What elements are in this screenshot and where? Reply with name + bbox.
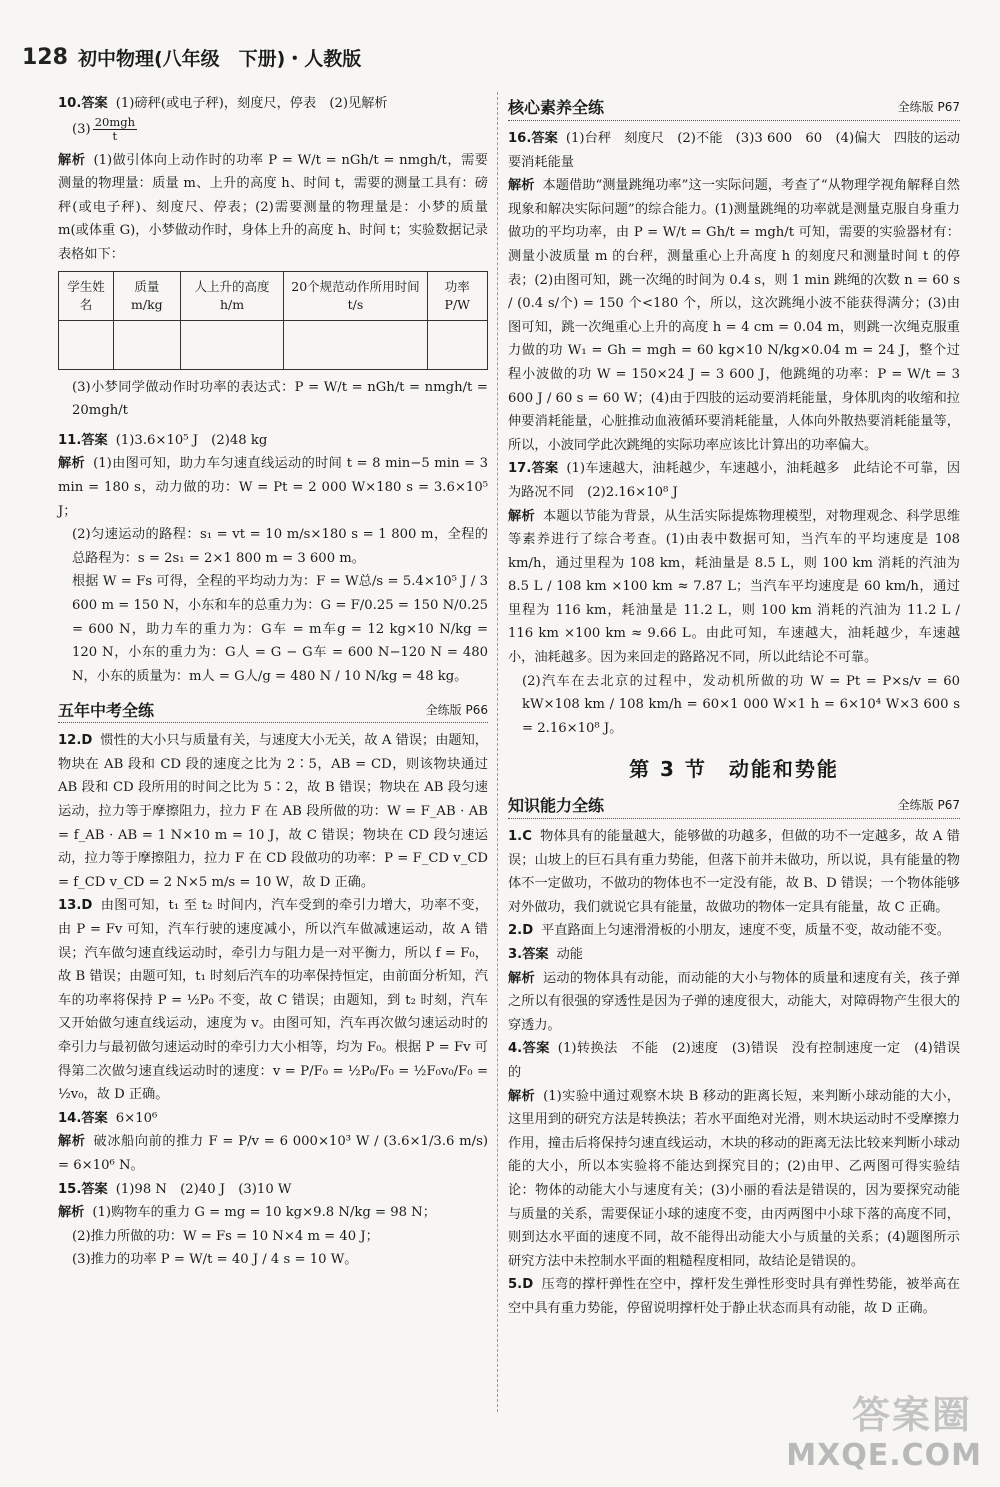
table-header-cell: 学生姓名 (59, 271, 114, 320)
analysis-tag: 解析 (508, 970, 535, 986)
question-number: 17. (508, 461, 532, 477)
table-cell (114, 320, 181, 369)
question-16 (508, 127, 960, 457)
question-17 (508, 457, 960, 740)
watermark-logo (786, 1381, 982, 1473)
section-reference: 全练版 P66 (425, 702, 488, 717)
section-title: 核心素养全练 (508, 98, 605, 118)
question-14 (58, 1107, 488, 1178)
answer-text: 动能 (556, 947, 583, 962)
answer-tag: 答案 (81, 1110, 108, 1126)
answer3-prefix: (3) (72, 121, 91, 137)
answer-tag: 答案 (531, 461, 559, 477)
question-13 (58, 894, 488, 1106)
answer-text: (1)98 N (2)40 J (3)10 W (115, 1181, 292, 1197)
chapter-title: 第 3 节 动能和势能 (629, 757, 839, 782)
answer-text: (1)台秤 刻度尺 (2)不能 (3)3 600 60 (4)偏大 四肢的运动要消耗能量 (508, 131, 960, 170)
watermark-url: MXQE.COM (786, 1438, 982, 1473)
page-number: 128 (22, 44, 68, 70)
analysis-text: 运动的物体具有动能，而动能的大小与物体的质量和速度有关，孩子弹之所以有很强的穿透性是因为子弹的速度很大，动能大，对障碍物产生很大的穿透力。 (508, 970, 961, 1033)
question-number: 14. (58, 1110, 82, 1126)
answer-option: D (81, 733, 93, 749)
analysis-text: 本题借助“测量跳绳功率”这一实际问题，考查了“从物理学视角解释自然现象和解决实际问题”的综合能力。(1)测量跳绳的功率就是测量克服自身重力做功的平均功率，由 P = W/t = Gh/t = mgh/t 可知，需要的实验器材有：测量小波质量 m 的台秤，测量重心上升高度 h 的刻度尺和测量时间 t 的停表；(2)由图可知，跳一次绳的时间为 0.4 s，则 1 min 跳绳的次数 n = 60 s / (0.4 s/个) = 150 个<180 个，所以，这次跳绳小波不能获得满分；(3)由图可知，跳一次绳重心上升的高度 h = 4 cm = 0.04 m，则跳一次绳克服重力做的功 W₁ = Gh = mgh = 60 kg×10 N/kg×0.04 m = 24 J，整个过程小波做的功 W = 150×24 J = 3 600 J，他跳绳的功率：P = W/t = 3 600 J / 60 s = 60 W；(4)由于四肢的运动要消耗能量，身体肌肉的收缩和拉伸要消耗能量，心脏推动血液循环要消耗能量，人体向外散热要消耗能量等，所以，小波同学此次跳绳的实际功率应该比计算出的功率偏大。 (508, 178, 960, 453)
question-number: 5. (508, 1277, 523, 1293)
answer-tag: 答案 (531, 131, 558, 146)
analysis-text: (1)做引体向上动作时的功率 P = W/t = nGh/t = nmgh/t，需要测量的物理量：质量 m、上升的高度 h、时间 t，需要的测量工具有：磅秤(或电子秤)、刻度尺、停表；(2)需要测量的物理量是：小梦的质量 m(或体重 G)，小梦做动作时，身体上升的高度 h、时间 t；实验数据记录表格如下： (58, 152, 488, 262)
denominator: t (112, 128, 118, 143)
question-number: 15. (58, 1181, 82, 1197)
analysis-text: 由图可知，t₁ 至 t₂ 时间内，汽车受到的牵引力增大，功率不变，由 P = Fv 可知，汽车行驶的速度减小，所以汽车做减速运动，故 A 错误；汽车做匀速直线运动时，牵引力与阻力是一对平衡力，所以 f = F₀，故 B 错误；由题可知，t₁ 时刻后汽车的功率保持恒定，由前面分析知，汽车的功率将保持 P = ½P₀ 不变，故 C 错误；由题知，到 t₂ 时刻，汽车又开始做匀速直线运动，速度为 v。由图可知，汽车再次做匀速运动时的牵引力与最初做匀速运动时的牵引力大小相等，均为 F₀。根据 P = Fv 可得第二次做匀速直线运动时的速度：v = P/F₀ = ½P₀/F₀ = ½F₀v₀/F₀ = ½v₀，故 D 正确。 (58, 898, 488, 1103)
knowledge-question-3 (508, 943, 960, 1037)
answer-text: (1)转换法 不能 (2)速度 (3)错误 没有控制速度一定 (4)错误的 (508, 1041, 961, 1080)
answer3-fraction (93, 116, 137, 143)
analysis-tag: 解析 (58, 456, 86, 472)
answer-text: (1)磅秤(或电子秤)，刻度尺，停表 (2)见解析 (115, 96, 388, 111)
answer-option: D (522, 1277, 534, 1293)
analysis-text: 惯性的大小只与质量有关，与速度大小无关，故 A 错误；由题知，物块在 AB 段和 CD 段的速度之比为 2∶5，AB = CD，则该物块通过 AB 段和 CD 段所用的时间之比为 5∶2，故 B 错误；物块在 AB 段匀速运动，拉力等于摩擦阻力，拉力 F 在 AB 段所做的功：W = F_AB · AB = f_AB · AB = 1 N×10 m = 10 J，故 C 错误；物块在 CD 段匀速运动，拉力等于摩擦阻力，拉力 F 在 CD 段做功的功率：P = F_CD v_CD = f_CD v_CD = 2 N×5 m/s = 10 W，故 D 正确。 (58, 733, 488, 890)
answer-text: (1)车速越大，油耗越少，车速越小，油耗越多 此结论不可靠，因为路况不同 (2)2.16×10⁸ J (508, 461, 961, 500)
question-15 (58, 1178, 488, 1272)
question-10 (58, 92, 488, 423)
table-header-cell: 功率 P/W (427, 271, 487, 320)
column-divider (497, 92, 498, 1412)
question-number: 1. (508, 829, 523, 845)
table-cell (59, 320, 114, 369)
analysis-tag: 解析 (58, 1134, 86, 1150)
analysis-text: 破冰船向前的推力 F = P/v = 6 000×10³ W / (3.6×1/3.6 m/s) = 6×10⁶ N。 (58, 1134, 488, 1173)
record-table (58, 271, 488, 370)
watermark-chinese: 答案圈 (851, 1393, 972, 1437)
analysis-tag: 解析 (58, 1205, 85, 1221)
answer-option: D (522, 923, 534, 939)
section-title: 知识能力全练 (508, 796, 605, 816)
analysis-text: (1)实验中通过观察木块 B 移动的距离长短，来判断小球动能的大小，这里用到的研究方法是转换法；若水平面绝对光滑，则木块运动时不受摩擦力作用，撞击后将保持匀速直线运动，木块的移动的距离无法比较来判断小球动能的大小，所以本实验将不能达到探究目的；(2)由甲、乙两图可得实验结论：物体的动能大小与速度有关；(3)小丽的看法是错误的，因为要探究动能与质量的关系，需要保证小球的速度不变，由丙两图中小球下落的高度不同，则到达水平面的速度不同，故不能得出动能大小与质量的关系；(4)题图所示研究方法中未控制水平面的粗糙程度相同，故结论是错误的。 (508, 1088, 960, 1269)
question-number: 10. (58, 96, 82, 111)
question-number: 12. (58, 733, 82, 749)
table-header-cell: 质量 m/kg (114, 271, 181, 320)
table-row (59, 320, 488, 369)
knowledge-question-1 (508, 825, 960, 919)
analysis-tag: 解析 (508, 178, 535, 194)
knowledge-question-4 (508, 1037, 960, 1273)
numerator: 20mgh (94, 114, 135, 129)
answer-text: (1)3.6×10⁵ J (2)48 kg (115, 432, 268, 448)
answer-text: 6×10⁶ (115, 1110, 158, 1126)
table-header-cell: 人上升的高度 h/m (180, 271, 284, 320)
answer-option: D (81, 898, 93, 914)
book-title: 初中物理(八年级 下册)・人教版 (77, 47, 362, 70)
answer-tag: 答案 (81, 432, 108, 448)
analysis-tag: 解析 (58, 152, 86, 168)
analysis-tag: 解析 (508, 1088, 536, 1104)
analysis-text: 平直路面上匀速滑滑板的小朋友，速度不变，质量不变，故动能不变。 (541, 923, 950, 939)
question-number: 3. (508, 947, 523, 962)
analysis-text: (1)购物车的重力 G = mg = 10 kg×9.8 N/kg = 98 N； (92, 1205, 436, 1221)
section-header-knowledge (508, 790, 960, 819)
section-reference: 全练版 P67 (897, 100, 960, 115)
analysis-text: (2)推力所做的功：W = Fs = 10 N×4 m = 40 J； (72, 1228, 379, 1244)
table-row (59, 271, 488, 320)
analysis-text: 本题以节能为背景，从生活实际提炼物理模型，对物理观念、科学思维等素养进行了综合考查。(1)由表中数据可知，当汽车的平均速度是 108 km/h，通过里程为 108 km，耗油量是 8.5 L，则 100 km 消耗的汽油为 8.5 L / 108 km ×100 km ≈ 7.87 L；当汽车平均速度是 60 km/h，通过里程为 116 km，耗油量是 11.2 L，则 100 km 消耗的汽油为 11.2 L / 116 km ×100 km ≈ 9.66 L。由此可知，车速越大，油耗越少，车速越小，油耗越多。因为来回走的路路况不同，所以此结论不可靠。 (508, 508, 961, 666)
analysis-text: 物体具有的能量越大，能够做的功越多，但做的功不一定越多，故 A 错误；山坡上的巨石具有重力势能，但落下前并未做功，所以说，具有能量的物体不一定做功，不做功的物体也不一定没有能，故 B、D 错误；一个物体能够对外做功，我们就说它具有能量，故做功的物体一定具有能量，故 C 正确。 (508, 829, 960, 915)
page-header (22, 42, 361, 72)
left-column (58, 92, 488, 1272)
table-header-cell: 20个规范动作所用时间 t/s (284, 271, 427, 320)
analysis-text: (1)由图可知，助力车匀速直线运动的时间 t = 8 min−5 min = 3 min = 180 s，动力做的功：W = Pt = 2 000 W×180 s = 3.6×10⁵ J； (58, 456, 489, 519)
question-number: 2. (508, 923, 523, 939)
analysis-text: 根据 W = Fs 可得，全程的平均动力为：F = W总/s = 5.4×10⁵ J / 3 600 m = 150 N，小东和车的总重力为：G = F/0.25 = 150 N/0.25 = 600 N，助力车的重力为：G车 = m车g = 12 kg×10 N/kg = 120 N，小东的重力为：G人 = G − G车 = 600 N−120 N = 480 N，小东的质量为：m人 = G人/g = 480 N / 10 N/kg = 48 kg。 (72, 574, 488, 684)
section-title: 五年中考全练 (58, 700, 155, 720)
analysis-text: 压弯的撑杆弹性在空中，撑杆发生弹性形变时具有弹性势能，被举高在空中具有重力势能，停留说明撑杆处于静止状态而具有动能，故 D 正确。 (508, 1277, 960, 1316)
table-cell (427, 320, 487, 369)
question-number: 13. (58, 898, 82, 914)
knowledge-question-2 (508, 919, 960, 943)
right-column (508, 92, 960, 1321)
answer-tag: 答案 (522, 947, 549, 962)
analysis-text: (3)小梦同学做动作时功率的表达式：P = W/t = nGh/t = nmgh/t = 20mgh/t (72, 379, 488, 419)
question-11 (58, 429, 488, 689)
section-header-core (508, 92, 960, 121)
answer-tag: 答案 (81, 96, 108, 111)
analysis-text: (2)匀速运动的路程：s₁ = vt = 10 m/s×180 s = 1 800 m，全程的总路程为：s = 2s₁ = 2×1 800 m = 3 600 m。 (72, 527, 488, 566)
analysis-text: (2)汽车在去北京的过程中，发动机所做的功 W = Pt = P×s/v = 60 kW×108 km / 108 km/h = 60×1 000 W×1 h = 6×10⁴ W×3 600 s = 2.16×10⁸ J。 (522, 673, 960, 736)
question-number: 11. (58, 432, 82, 448)
analysis-tag: 解析 (508, 508, 535, 524)
knowledge-question-5 (508, 1273, 960, 1320)
answer-tag: 答案 (81, 1181, 108, 1197)
analysis-text: (3)推力的功率 P = W/t = 40 J / 4 s = 10 W。 (72, 1252, 358, 1268)
table-cell (284, 320, 427, 369)
question-12 (58, 729, 488, 894)
answer-tag: 答案 (522, 1041, 550, 1057)
section-reference: 全练版 P67 (897, 798, 960, 813)
question-number: 4. (508, 1041, 523, 1057)
section-header-five-year (58, 694, 488, 723)
answer-option: C (522, 829, 532, 845)
question-number: 16. (508, 131, 532, 146)
table-cell (180, 320, 284, 369)
